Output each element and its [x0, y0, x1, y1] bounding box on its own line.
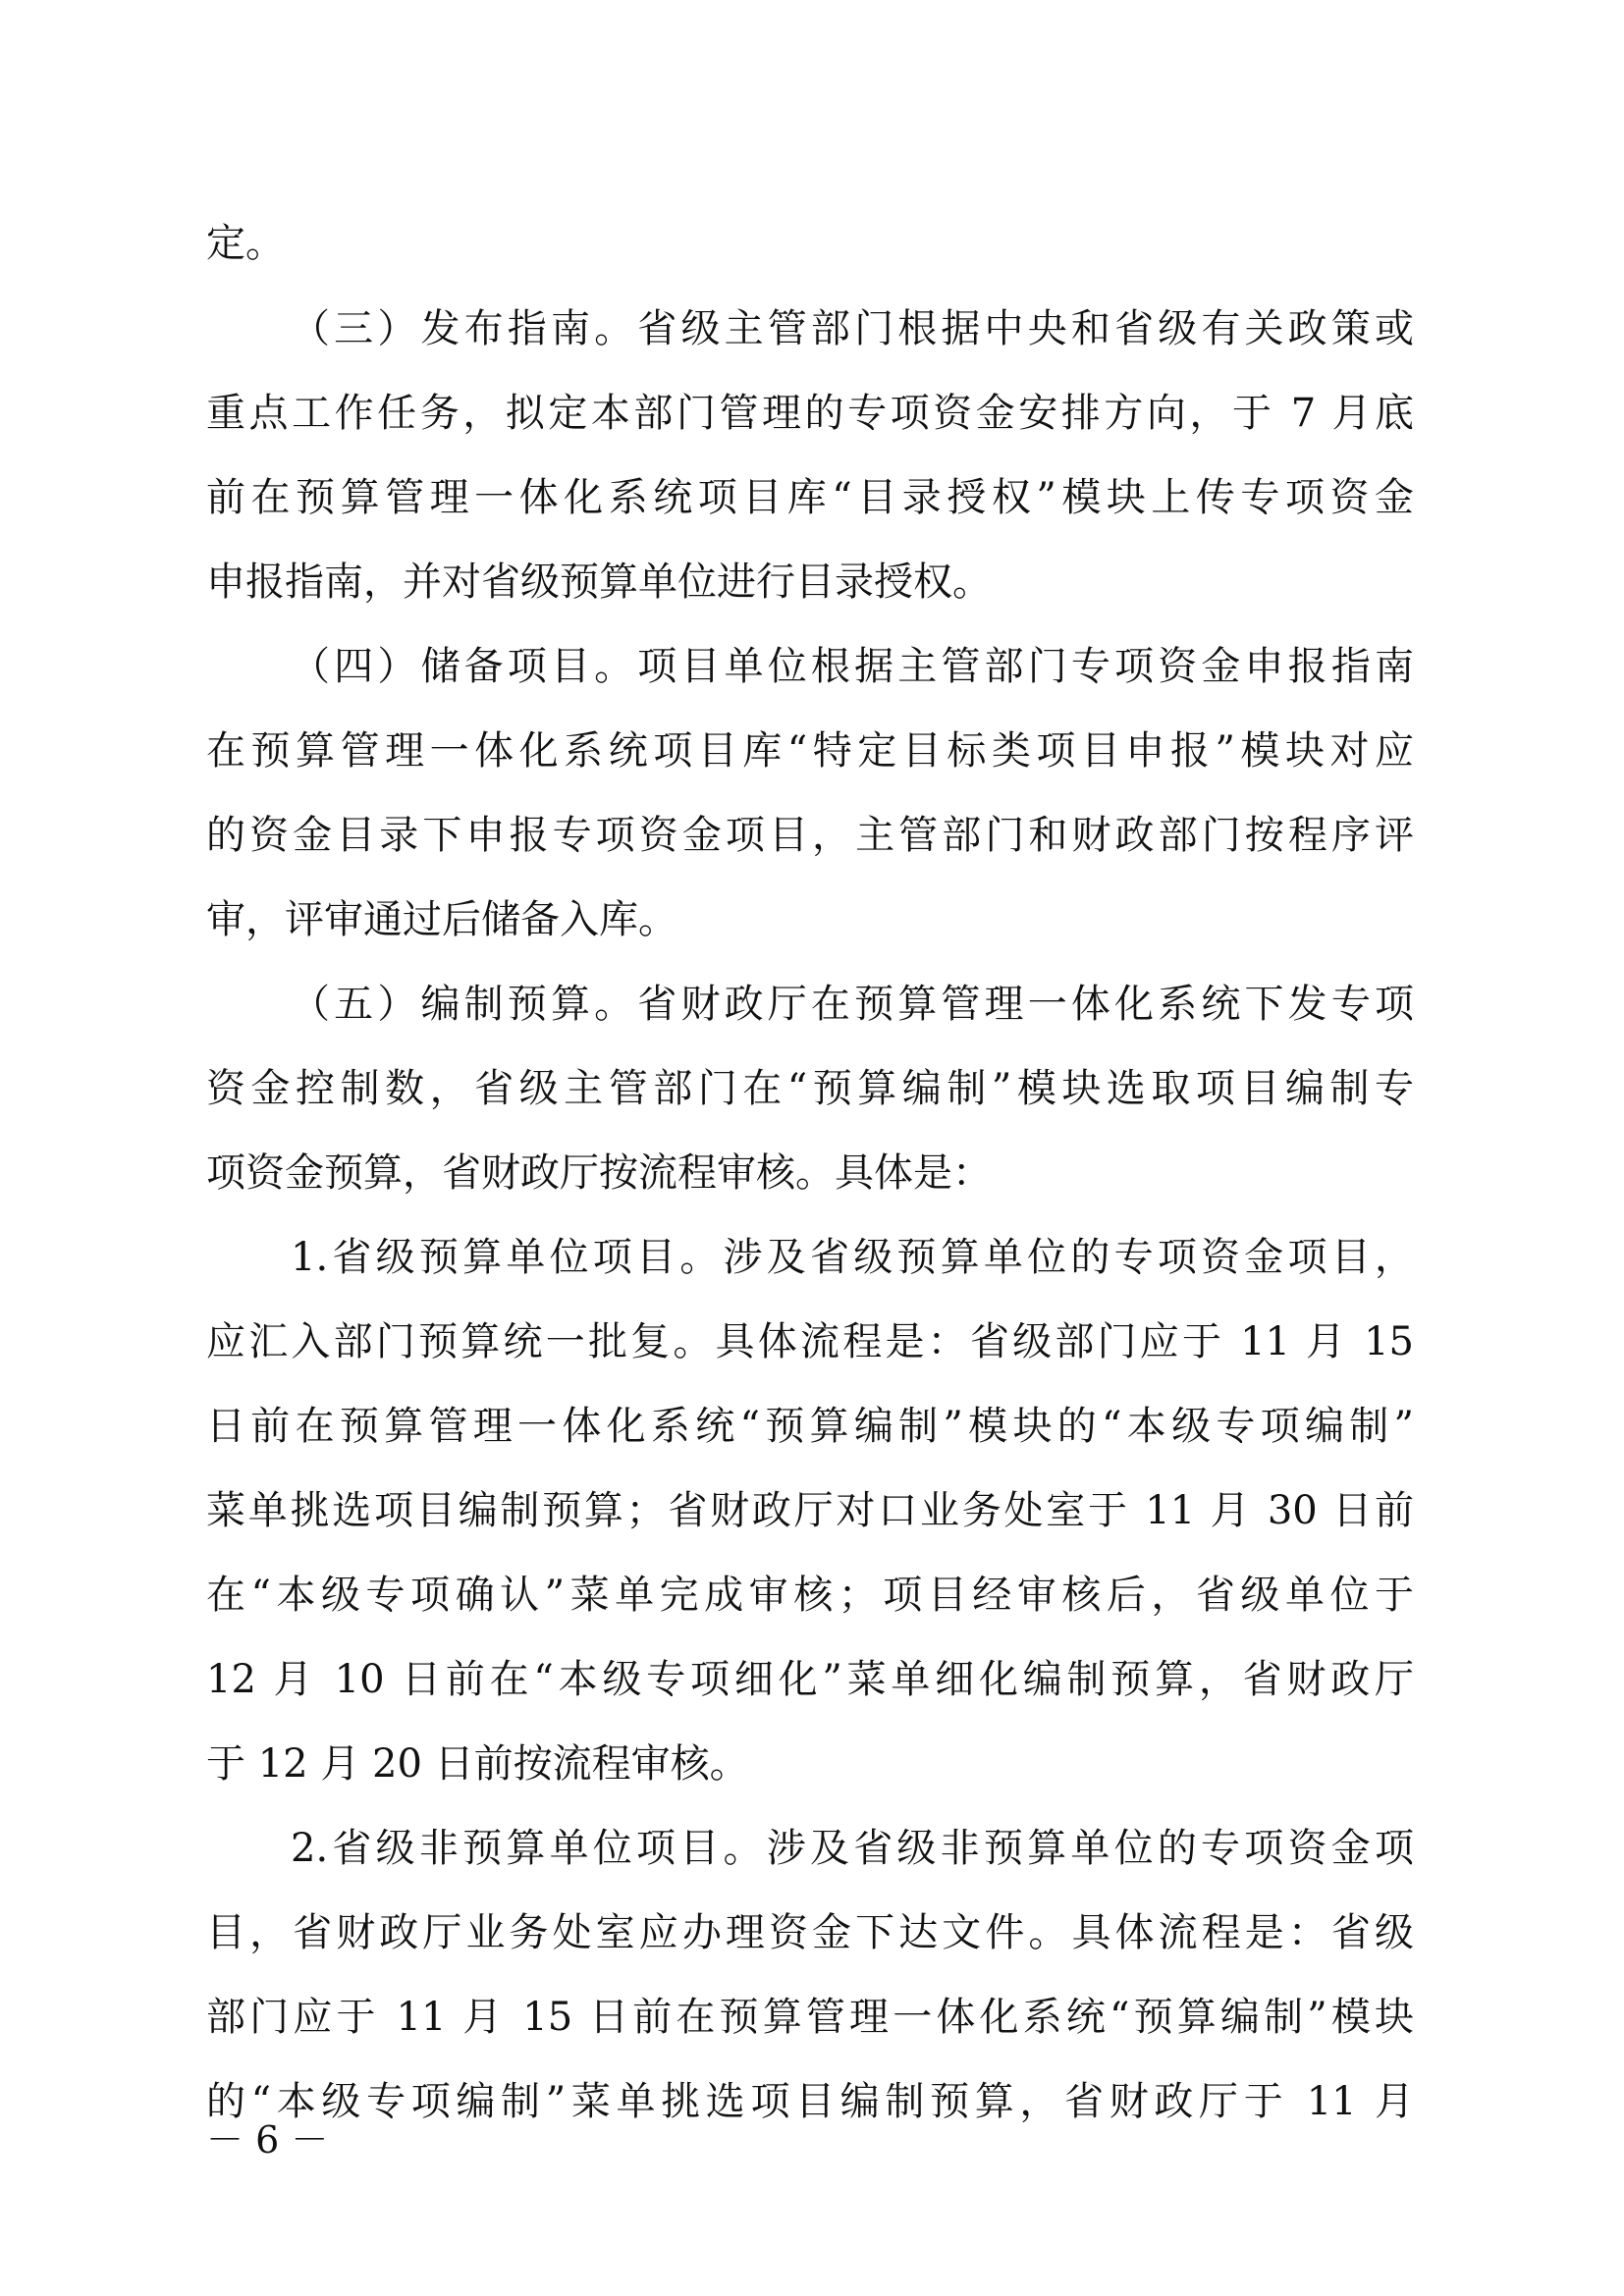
text-line-15: 日前在预算管理一体化系统“预算编制”模块的“本级专项编制”	[206, 1404, 1414, 1449]
subsection-provincial-non-budget-units: 2.省级非预算单位项目。涉及省级非预算单位的专项资金项	[291, 1826, 1414, 1871]
text-line-7: 在预算管理一体化系统项目库“特定目标类项目申报”模块对应	[206, 728, 1414, 774]
section-heading-reserve-projects: （四）储备项目。项目单位根据主管部门专项资金申报指南	[291, 644, 1414, 689]
text-line-16: 菜单挑选项目编制预算；省财政厅对口业务处室于 11 月 30 日前	[206, 1488, 1414, 1533]
text-line-23: 的“本级专项编制”菜单挑选项目编制预算，省财政厅于 11 月	[206, 2079, 1414, 2124]
text-line-18: 12 月 10 日前在“本级专项细化”菜单细化编制预算，省财政厅	[206, 1657, 1414, 1702]
subsection-provincial-budget-units: 1.省级预算单位项目。涉及省级预算单位的专项资金项目，	[291, 1235, 1414, 1280]
text-line-5: 申报指南，并对省级预算单位进行目录授权。	[206, 560, 992, 605]
section-heading-publish-guide: （三）发布指南。省级主管部门根据中央和省级有关政策或	[291, 306, 1414, 351]
text-line-4: 前在预算管理一体化系统项目库“目录授权”模块上传专项资金	[206, 475, 1414, 520]
text-line-3: 重点工作任务，拟定本部门管理的专项资金安排方向，于 7 月底	[206, 391, 1414, 436]
text-line-17: 在“本级专项确认”菜单完成审核；项目经审核后，省级单位于	[206, 1573, 1414, 1618]
section-heading-prepare-budget: （五）编制预算。省财政厅在预算管理一体化系统下发专项	[291, 982, 1414, 1027]
text-line-22: 部门应于 11 月 15 日前在预算管理一体化系统“预算编制”模块	[206, 1995, 1414, 2040]
text-line-8: 的资金目录下申报专项资金项目，主管部门和财政部门按程序评	[206, 813, 1414, 858]
text-line-12: 项资金预算，省财政厅按流程审核。具体是：	[206, 1150, 992, 1196]
page-number: － 6 －	[206, 2118, 329, 2162]
text-line-11: 资金控制数，省级主管部门在“预算编制”模块选取项目编制专	[206, 1066, 1414, 1111]
text-line-19: 于 12 月 20 日前按流程审核。	[206, 1741, 749, 1787]
text-line-21: 目，省财政厅业务处室应办理资金下达文件。具体流程是：省级	[206, 1910, 1414, 1955]
text-line-1: 定。	[206, 221, 285, 266]
text-line-14: 应汇入部门预算统一批复。具体流程是：省级部门应于 11 月 15	[206, 1319, 1414, 1364]
text-line-9: 审，评审通过后储备入库。	[206, 897, 677, 942]
